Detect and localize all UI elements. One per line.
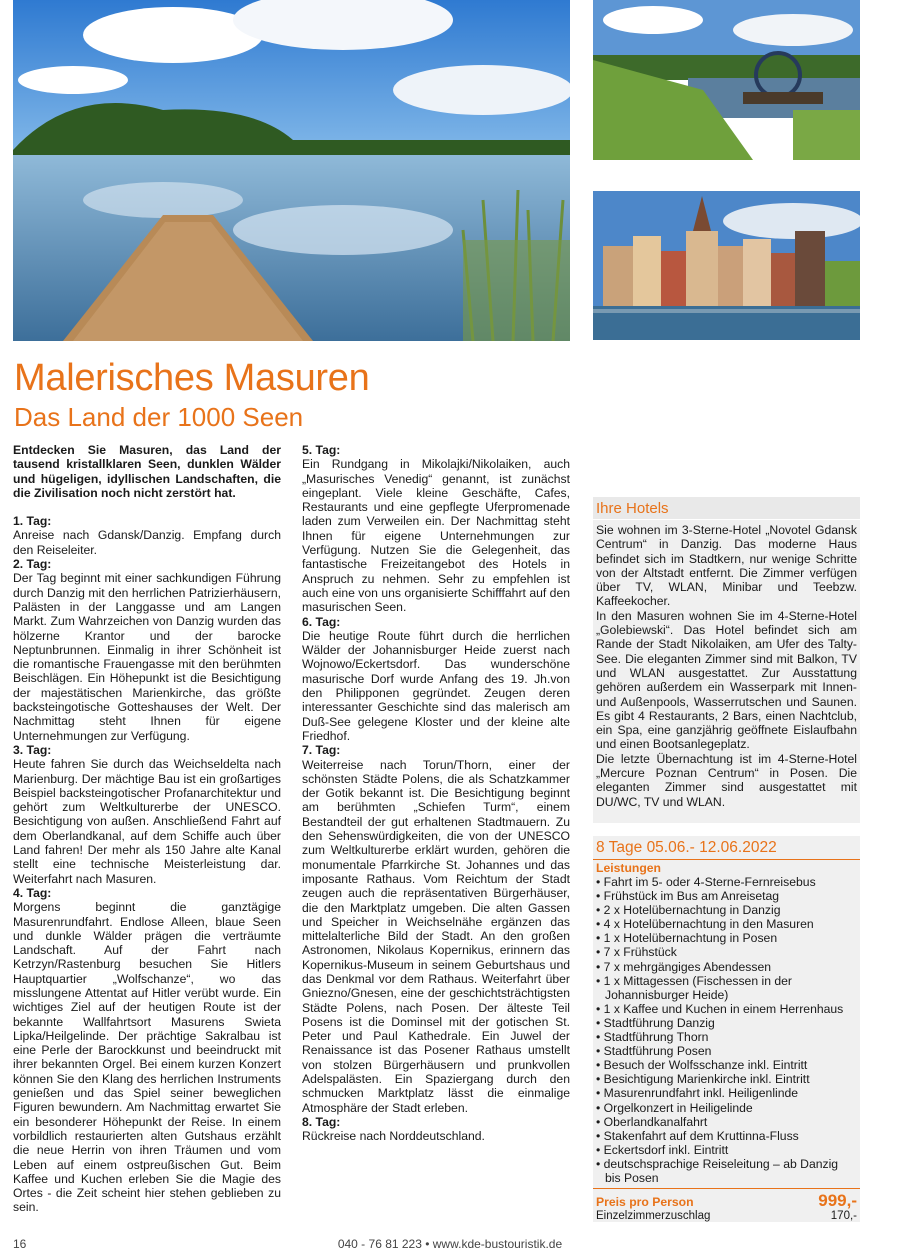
- service-item: • Stadtführung Posen: [596, 1044, 857, 1058]
- page-subtitle: Das Land der 1000 Seen: [14, 402, 304, 432]
- day-label: 8. Tag:: [302, 1114, 341, 1129]
- service-item: • Frühstück im Bus am Anreisetag: [596, 889, 857, 903]
- supplement-value: 170,-: [830, 1210, 857, 1222]
- service-item: • deutschsprachige Reiseleitung – ab Danzig bis Posen: [596, 1157, 857, 1185]
- day-label: 1. Tag:: [13, 514, 52, 529]
- day-text: Der Tag beginnt mit einer sachkundigen Führung durch Danzig mit den herrlichen Patrizierhäusern, Palästen in der Langgasse und am Langen Markt. Zum Wahrzeichen von Danzig wurden das hölzerne Krantor und der barocke Neptunbrunnen. Einmalig in ihrer Schönheit ist die romantische Frauengasse mit den berühmten Beischlägen. Ein Höhepunkt ist die Besichtigung der majestätischen Marienkirche, das größte backsteingotische Gotteshauses der Welt. Der Nachmittag steht Ihnen für eigene Unternehmungen zur Verfügung.: [13, 571, 281, 743]
- day-label: 5. Tag:: [302, 443, 341, 457]
- itinerary-column-1: [13, 443, 281, 1215]
- footer-contact: 040 - 76 81 223 • www.kde-bustouristik.de: [337, 1237, 563, 1251]
- service-item: • 1 x Kaffee und Kuchen in einem Herrenhaus: [596, 1002, 857, 1016]
- service-item: • 4 x Hotelübernachtung in den Masuren: [596, 917, 857, 931]
- day-label: 2. Tag:: [13, 557, 52, 572]
- day-text: Heute fahren Sie durch das Weichseldelta nach Marienburg. Der mächtige Bau ist ein großartiges Beispiel backsteingotischer Profanarchitektur und gehört zum Weltkulturerbe der UNESCO. Besichtigung von außen. Anschließend Fahrt auf dem Oberlandkanal, auf dem Schiffe auch über Land fahren! Der mehr als 150 Jahre alte Kanal stellt eine technische Meisterleistung dar. Weiterfahrt nach Masuren.: [13, 757, 281, 886]
- service-item: • Orgelkonzert in Heiligelinde: [596, 1101, 857, 1115]
- hotel-paragraph: Sie wohnen im 3-Sterne-Hotel „Novotel Gdansk Centrum“ in Danzig. Das moderne Haus befindet sich im Stadtkern, nur wenige Schritte von der Altstadt entfernt. Die Zimmer verfügen über TV, WLAN, Minibar und Teebzw. Kaffeekocher.: [596, 523, 857, 609]
- service-item: • Stadtführung Thorn: [596, 1030, 857, 1044]
- day-7: [302, 743, 570, 1115]
- day-label: 6. Tag:: [302, 614, 341, 629]
- day-8: [302, 1115, 570, 1144]
- page-number: 16: [13, 1237, 27, 1251]
- day-text: Weiterreise nach Torun/Thorn, einer der schönsten Städte Polens, die als Schatzkammer der Gotik bekannt ist. Die Besichtigung beginnt am berühmten „Schiefen Turm“, einem Bestandteil der gut erhaltenen Stadtmauern. Zu den Sehenswürdigkeiten, die von der UNESCO zum Weltkulturerbe erklärt wurden, gehören die monumentale Pfarrkirche St. Johannes und das imposante Rathaus. Vom Reichtum der Stadt zeugen auch die repräsentativen Bürgerhäuser, die den Marktplatz umgeben. Die alten Gassen und Speicher in Weichselnähe ergänzen das mittelalterliche Bild der Stadt. An den großen Astronomen, Nikolaus Kopernikus, erinnern das Kopernikus-Museum in seinem Geburtshaus und das Denkmal vor dem Rathaus. Weiterfahrt über Gniezno/Gnesen, eine der geschichtsträchtigsten Städte Polens, nach Posen. Der älteste Teil Posens ist die Dominsel mit der gotischen St. Peter und Paul Kathedrale. Ein Juwel der Renaissance ist das Posener Rathaus umstellt von stolzen Bürgerhäusern und prunkvollen Adelspalästen. Ein Spaziergang durch den schmucken Marktplatz lässt die einmalige Atmosphäre der Stadt erleben.: [302, 757, 570, 1115]
- hotels-title: Ihre Hotels: [593, 497, 860, 520]
- services-heading: Leistungen: [596, 861, 662, 875]
- service-item: • Masurenrundfahrt inkl. Heiligenlinde: [596, 1086, 857, 1100]
- day-text: Rückreise nach Norddeutschland.: [302, 1129, 485, 1144]
- gdansk-city-photo: [593, 191, 860, 340]
- service-item: • Eckertsdorf inkl. Eintritt: [596, 1143, 857, 1157]
- day-text: Anreise nach Gdansk/Danzig. Empfang durch den Reiseleiter.: [13, 528, 281, 557]
- page-title: Malerisches Masuren: [14, 357, 370, 399]
- day-3: [13, 743, 281, 886]
- hotels-box: [593, 497, 860, 823]
- price-label: Preis pro Person: [596, 1195, 694, 1209]
- day-5: [302, 443, 570, 615]
- day-6: [302, 615, 570, 744]
- hotels-text: [593, 520, 860, 812]
- price-value: 999,-: [818, 1191, 857, 1210]
- service-item: • 2 x Hotelübernachtung in Danzig: [596, 903, 857, 917]
- service-item: • 1 x Mittagessen (Fischessen in der Johannisburger Heide): [596, 974, 857, 1002]
- hotel-paragraph: In den Masuren wohnen Sie im 4-Sterne-Hotel „Golebiewski“. Das Hotel befindet sich am Rande der Stadt Nikolaiken, am Ufer des Talty-See. Die eleganten Zimmer sind mit Balkon, TV und WLAN ausgestattet. Zur Ausstattung gehören außerdem ein Wasserpark mit Innen- und Außenpools, Wasserrutschen und Saunen. Es gibt 4 Restaurants, 2 Bars, einen Nachtclub, ein Spa, eine ganzjährig geöffnete Eislaufbahn und einen Bootsanlegeplatz.: [596, 608, 857, 752]
- services-list: [593, 875, 860, 1185]
- service-item: • 1 x Hotelübernachtung in Posen: [596, 931, 857, 945]
- service-item: • Besichtigung Marienkirche inkl. Eintritt: [596, 1072, 857, 1086]
- hotel-paragraph: Die letzte Übernachtung ist im 4-Sterne-Hotel „Mercure Poznan Centrum“ in Posen. Die eleganten Zimmer sind ausgestattet mit DU/WC, TV und WLAN.: [596, 751, 857, 809]
- day-label: 3. Tag:: [13, 742, 52, 757]
- service-item: • Besuch der Wolfsschanze inkl. Eintritt: [596, 1058, 857, 1072]
- day-4: [13, 886, 281, 1215]
- supplement-label: Einzelzimmerzuschlag: [596, 1210, 711, 1222]
- day-label: 4. Tag:: [13, 885, 52, 900]
- day-label: 7. Tag:: [302, 743, 341, 758]
- day-text: Ein Rundgang in Mikolajki/Nikolaiken, auch „Masurisches Venedig“ genannt, ist zunächst eingeplant. Viele kleine Geschäfte, Cafes, Restaurants und eine gepflegte Uferpromenade laden zum Verweilen ein. Der Nachmittag steht Ihnen für eigene Unternehmungen zur Verfügung. Nutzen Sie die Gelegenheit, das fantastische Freizeitangebot des Hotels in Anspruch zu nehmen. Sehr zu empfehlen ist auch eine von uns organisierte Schifffahrt auf den masurischen Seen.: [302, 457, 570, 615]
- service-item: • Stakenfahrt auf dem Kruttinna-Fluss: [596, 1129, 857, 1143]
- service-item: • Fahrt im 5- oder 4-Sterne-Fernreisebus: [596, 875, 857, 889]
- day-1: [13, 514, 281, 557]
- day-2: [13, 557, 281, 743]
- price-section: [593, 1188, 860, 1222]
- lake-jetty-photo: [13, 0, 570, 341]
- service-item: • Stadtführung Danzig: [596, 1016, 857, 1030]
- day-text: Die heutige Route führt durch die herrlichen Wälder der Johannisburger Heide zuerst nach Wojnowo/Eckertsdorf. Das wunderschöne masurische Dorf wurde Anfang des 19. Jh.von den Philipponen gegründet. Zeugen deren interessanter Geschichte sind das malerisch am Duß-See gelegene Kloster und der kleine alte Friedhof.: [302, 628, 570, 743]
- service-item: • 7 x mehrgängiges Abendessen: [596, 960, 857, 974]
- trip-box: [593, 836, 860, 1222]
- service-item: • 7 x Frühstück: [596, 945, 857, 959]
- canal-wheel-photo: [593, 0, 860, 160]
- intro-text: Entdecken Sie Masuren, das Land der tausend kristallklaren Seen, dunklen Wälder und hügeligen, idyllischen Landschaften, die die Zivilisation noch nicht zerstört hat.: [13, 443, 281, 500]
- service-item: • Oberlandkanalfahrt: [596, 1115, 857, 1129]
- trip-dates: 8 Tage 05.06.- 12.06.2022: [593, 836, 860, 860]
- day-text: Morgens beginnt die ganztägige Masurenrundfahrt. Endlose Alleen, blaue Seen und dunkle Wälder prägen die verträumte Landschaft. Auf der Fahrt nach Ketrzyn/Rastenburg besuchen Sie Hitlers Hauptquartier „Wolfschanze“, wo das misslungene Attentat auf Hitler verübt wurde. Ein wichtiges Ziel auf der heutigen Route ist der bekannte Wallfahrtsort Masurens Swieta Lipka/Heilgelinde. Der prächtige Sakralbau ist eine Perle der Barockkunst und beeindruckt mit ihrer bekannten Orgel. Bei einem kurzen Konzert können Sie den Klang des herrlichen Instruments genießen und das Spiel seiner beweglichen Figuren bewundern. Am Nachmittag erwartet Sie ein besonderer Höhepunkt der Reise. In einem vorbildlich restaurierten alten Gutshaus erzählt die neue Herrin von ihren Träumen und vom Leben auf einem ostpreußischen Gut. Beim Kaffee und Kuchen erleben Sie die Magie des Ortes - die Zeit scheint hier stehen geblieben zu sein.: [13, 900, 281, 1215]
- itinerary-column-2: [302, 443, 570, 1144]
